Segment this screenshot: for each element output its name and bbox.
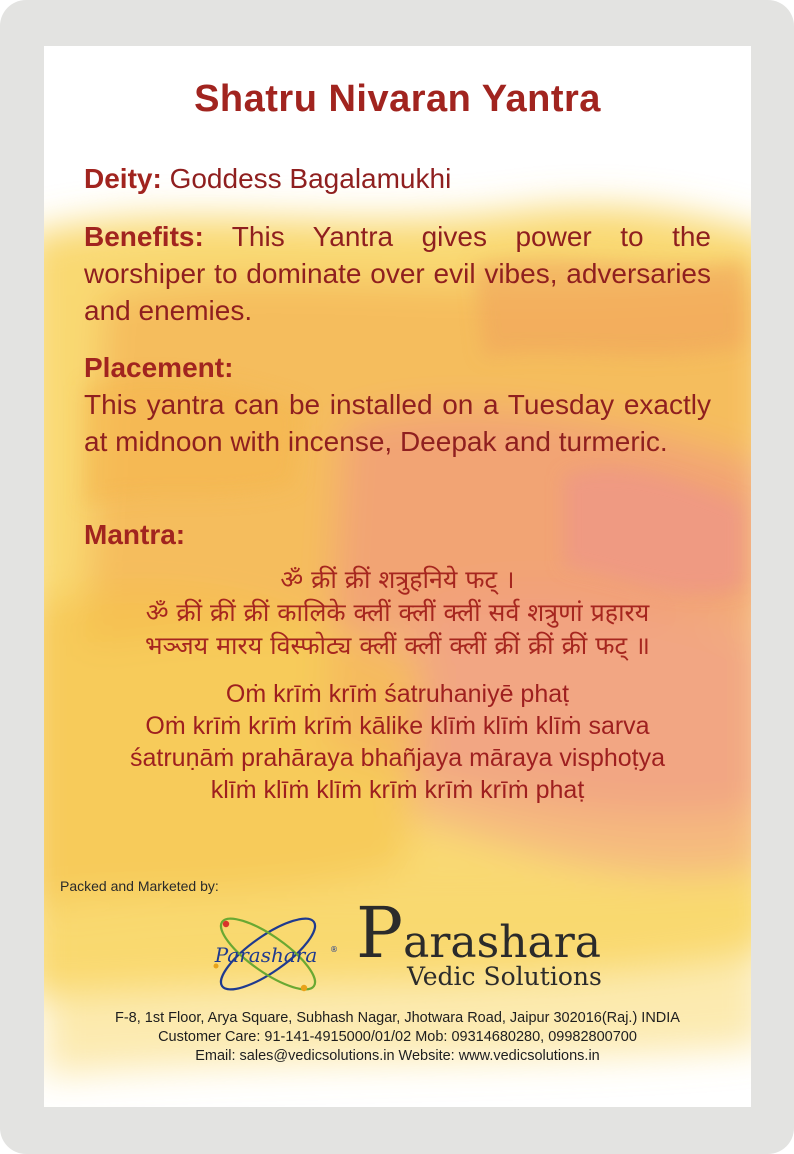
deity-value: Goddess Bagalamukhi [169, 163, 452, 194]
brand-initial: P [356, 892, 404, 974]
card-title: Shatru Nivaran Yantra [194, 78, 601, 120]
benefits-text: This Yantra gives power to the worshiper to dominate over evil vibes, adversaries and enemies. [84, 221, 711, 326]
footer-info [44, 1009, 751, 1066]
mantra-devanagari-line: भञ्जय मारय विस्फोट्य क्लीं क्लीं क्लीं क्रीं क्रीं क्रीं फट् ॥ [145, 631, 650, 660]
footer-address: F-8, 1st Floor, Arya Square, Subhash Nagar, Jhotwara Road, Jaipur 302016(Raj.) INDIA [115, 1010, 680, 1026]
yantra-card [44, 46, 751, 1107]
mantra-transliteration-line: Oṁ krīṁ krīṁ krīṁ kālike klīṁ klīṁ klīṁ sarva [145, 712, 650, 740]
mantra-transliteration [44, 678, 751, 806]
mantra-devanagari-line: ॐ क्रीं क्रीं क्रीं कालिके क्लीं क्लीं क्लीं सर्व शत्रुणां प्रहारय [145, 598, 650, 627]
deity-line [84, 160, 711, 197]
mantra-transliteration-line: śatruṇāṁ prahāraya bhañjaya māraya visphoṭya [129, 744, 666, 772]
placement-label: Placement: [84, 352, 234, 383]
brand-name [356, 892, 602, 974]
mantra-transliteration-line: klīṁ klīṁ klīṁ krīṁ krīṁ krīṁ phaṭ [210, 776, 585, 804]
brand-subtitle: Vedic Solutions [407, 962, 602, 991]
benefits-label: Benefits: [84, 221, 204, 252]
deity-label: Deity: [84, 163, 162, 194]
packed-by-label: Packed and Marketed by: [60, 878, 219, 894]
mantra-devanagari [44, 563, 751, 662]
atom-orbit-logo-icon [202, 908, 342, 1000]
mantra-devanagari-line: ॐ क्रीं क्रीं शत्रुहनिये फट् । [280, 565, 515, 594]
footer-contact: Email: sales@vedicsolutions.in Website: www.vedicsolutions.in [195, 1048, 600, 1064]
benefits-paragraph [84, 218, 711, 329]
card-content [44, 46, 751, 1107]
brand-rest: arashara [403, 917, 602, 968]
mantra-label: Mantra: [84, 519, 186, 550]
logo-registered-mark: ® [330, 945, 338, 954]
mantra-label-line [84, 516, 711, 553]
placement-text: This yantra can be installed on a Tuesday exactly at midnoon with incense, Deepak and turmeric. [84, 389, 711, 457]
logo-text: Parashara [214, 943, 318, 967]
footer-care: Customer Care: 91-141-4915000/01/02 Mob: 09314680280, 09982800700 [158, 1029, 637, 1045]
mantra-transliteration-line: Oṁ krīṁ krīṁ śatruhaniyē phaṭ [225, 680, 570, 708]
placement-section [84, 349, 711, 460]
